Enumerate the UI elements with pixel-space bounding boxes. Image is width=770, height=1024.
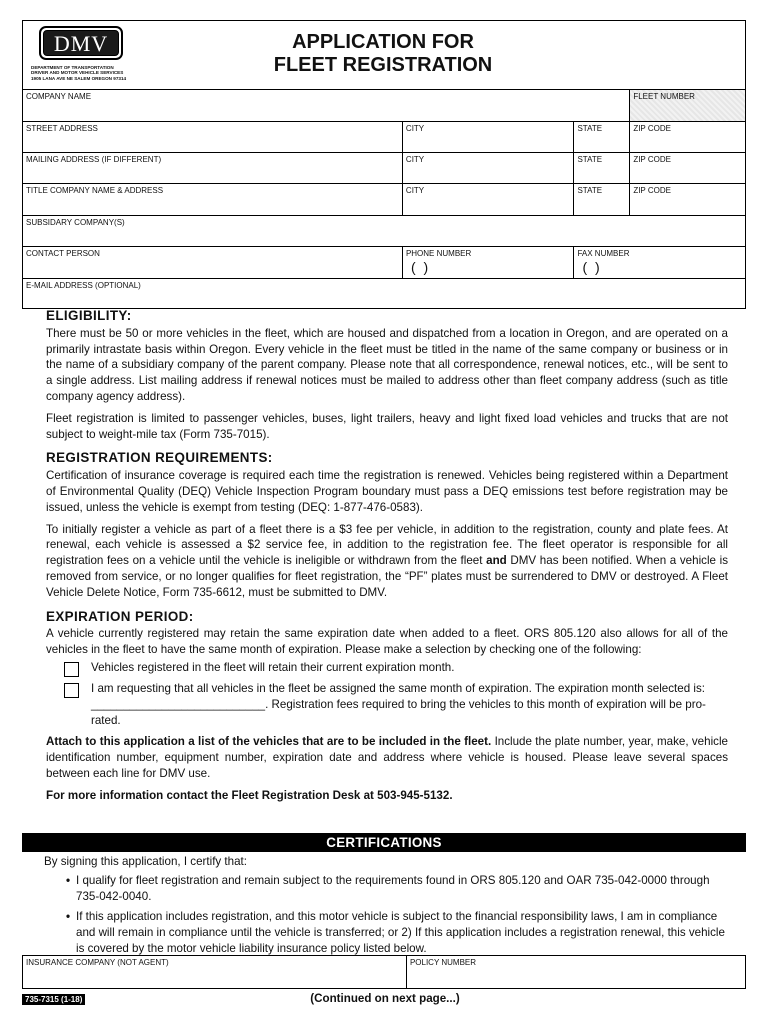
bullet-icon: • [65, 873, 71, 887]
form-header [22, 20, 746, 90]
phone-number-label: PHONE NUMBER [405, 249, 472, 258]
registration-and-emphasis: and [486, 554, 507, 568]
zip-code-label: ZIP CODE [633, 155, 671, 164]
title-company-field[interactable] [23, 184, 402, 215]
title-state-field[interactable] [573, 184, 629, 215]
fleet-number-field [629, 90, 745, 121]
contact-person-field[interactable] [23, 247, 402, 278]
dmv-logo [31, 26, 143, 86]
expiration-option-retain[interactable] [64, 660, 728, 677]
dmv-logo-badge [39, 26, 123, 60]
certification-item-1 [46, 873, 728, 905]
insurance-row [22, 955, 746, 989]
fax-number-field[interactable] [573, 247, 745, 278]
state-label: STATE [577, 186, 603, 195]
attach-list-bold: Attach to this application a list of the vehicles that are to be included in the fleet. [46, 735, 492, 749]
street-address-row [23, 121, 745, 152]
same-month-label: I am requesting that all vehicles in the fleet be assigned the same month of expiration. The expiration month selected is: ___________________________. Registration fees required to bring the vehicles to this month of expiration will be pro-rated. [91, 681, 706, 727]
subsidiary-field[interactable] [23, 216, 745, 246]
retain-expiration-checkbox[interactable] [64, 662, 79, 677]
form-instructions [46, 308, 728, 810]
continued-note: (Continued on next page...) [310, 992, 460, 1005]
company-name-row [23, 89, 745, 121]
zip-code-label: ZIP CODE [633, 124, 671, 133]
email-row [23, 278, 745, 308]
expiration-heading: EXPIRATION PERIOD: [46, 608, 194, 624]
certification-text-1: I qualify for fleet registration and remain subject to the requirements found in ORS 805.120 and OAR 735-042-0000 through 735-042-0040. [76, 873, 710, 903]
insurance-company-field[interactable] [23, 956, 406, 988]
street-city-field[interactable] [402, 122, 574, 152]
form-code: 735-7315 (1-18) [22, 994, 85, 1005]
city-label: CITY [405, 155, 425, 164]
contact-person-label: CONTACT PERSON [26, 249, 100, 258]
logo-line-3: 1905 LANA AVE NE SALEM OREGON 97314 [31, 75, 127, 81]
city-label: CITY [405, 124, 425, 133]
subsidiary-label: SUBSIDARY COMPANY(S) [26, 218, 125, 227]
city-label: CITY [405, 186, 425, 195]
registration-paragraph-2a: To initially register a vehicle as part of a fleet there is a $3 fee per vehicle, in addition to the registration, county and plate fees. At renewal, each vehicle is assessed a $2 service fee, in addition to the registration fee. The fleet operator is responsible for all registration fees on a vehicle until the vehicle is ineligible or withdrawn from the fleet [46, 522, 728, 568]
dmv-logo-text: DMV [43, 30, 119, 56]
registration-paragraph-2b: DMV has been notified. When a vehicle is removed from service, or no longer qualifies for fleet registration, the “PF” plates must be surrendered to DMV or destroyed. A Fleet Vehicle Delete Notice, Form 735-6612, must be submitted to DMV. [46, 554, 728, 599]
street-address-field[interactable] [23, 122, 402, 152]
registration-heading: REGISTRATION REQUIREMENTS: [46, 450, 273, 466]
phone-number-field[interactable] [402, 247, 574, 278]
attach-list-paragraph [46, 734, 728, 781]
eligibility-heading: ELIGIBILITY: [46, 308, 132, 323]
eligibility-paragraph-2: Fleet registration is limited to passenger vehicles, buses, light trailers, heavy and light fixed load vehicles and trucks that are not subject to weight-mile tax (Form 735-7015). [46, 411, 728, 441]
company-name-label: COMPANY NAME [26, 92, 92, 101]
eligibility-paragraph-1: There must be 50 or more vehicles in the fleet, which are housed and dispatched from a location in Oregon, and are operated on a primarily intrastate basis within Oregon. Every vehicle in the fleet must be titled in the name of the same company or business or in the name of a subsidiary company of the parent company. Please note that all correspondence, renewal notices, etc., will be sent to a single address. List mailing address if renewal notices must be mailed to address other than fleet company address (such as title company agency address). [46, 326, 728, 403]
bullet-icon: • [65, 910, 71, 924]
form-title-line-1: APPLICATION FOR [292, 31, 474, 53]
phone-area-code: ( ) [410, 259, 431, 275]
insurance-company-label: INSURANCE COMPANY (NOT AGENT) [26, 958, 169, 967]
title-city-field[interactable] [402, 184, 574, 215]
street-address-label: STREET ADDRESS [26, 124, 98, 133]
logo-line-2: DRIVER AND MOTOR VEHICLE SERVICES [31, 70, 124, 76]
certifications-section [46, 854, 728, 957]
mailing-city-field[interactable] [402, 153, 574, 183]
company-info-grid [22, 89, 746, 309]
mailing-address-field[interactable] [23, 153, 402, 183]
title-company-row [23, 183, 745, 215]
email-label: E-MAIL ADDRESS (OPTIONAL) [26, 281, 141, 290]
email-field[interactable] [23, 279, 745, 308]
logo-line-1: DEPARTMENT OF TRANSPORTATION [31, 65, 114, 70]
fax-area-code: ( ) [582, 259, 602, 275]
expiration-paragraph: A vehicle currently registered may retain the same expiration date when added to a fleet. ORS 805.120 also allows for all of the vehicles in the fleet to have the same month of expiration. Please make a selection by checking one of the following: [46, 627, 728, 657]
state-label: STATE [577, 155, 603, 164]
contact-row [23, 246, 745, 278]
state-label: STATE [577, 124, 603, 133]
street-state-field[interactable] [573, 122, 629, 152]
mailing-address-label: MAILING ADDRESS (IF DIFFERENT) [26, 155, 162, 164]
title-zip-field[interactable] [629, 184, 745, 215]
form-title [173, 31, 593, 77]
attach-list-rest: Include the plate number, year, make, vehicle identification number, equipment number, expiration date and address where vehicle is housed. Please leave several spaces between each line for DMV use. [46, 735, 728, 780]
fleet-number-label: FLEET NUMBER [633, 92, 695, 101]
certification-text-2: If this application includes registration, and this motor vehicle is subject to the financial responsibility laws, I am in compliance and will remain in compliance until the vehicle is transferred; or 2) If this application includes a registration renewal, this vehicle is covered by the motor vehicle liability insurance policy listed below. [76, 910, 725, 955]
form-title-line-2: FLEET REGISTRATION [273, 54, 493, 76]
street-zip-field[interactable] [629, 122, 745, 152]
expiration-option-same-month[interactable] [64, 681, 728, 728]
company-name-field[interactable] [23, 90, 629, 121]
retain-expiration-label: Vehicles registered in the fleet will retain their current expiration month. [91, 660, 455, 674]
title-company-label: TITLE COMPANY NAME & ADDRESS [26, 186, 164, 195]
same-month-checkbox[interactable] [64, 683, 79, 698]
mailing-zip-field[interactable] [629, 153, 745, 183]
registration-paragraph-2 [46, 522, 728, 601]
fax-number-label: FAX NUMBER [577, 249, 630, 258]
registration-paragraph-1: Certification of insurance coverage is required each time the registration is renewed. Vehicles being registered within a Department of Environmental Quality (DEQ) Vehicle Inspection Program boundary must pass a DEQ emissions test before registration may be issued, unless the vehicle is exempt from testing (DEQ: 1-877-476-0583). [46, 469, 728, 514]
subsidiary-row [23, 215, 745, 246]
policy-number-label: POLICY NUMBER [409, 958, 477, 967]
certifications-heading: CERTIFICATIONS [22, 833, 746, 852]
certifications-intro: By signing this application, I certify that: [44, 855, 247, 868]
zip-code-label: ZIP CODE [633, 186, 671, 195]
mailing-address-row [23, 152, 745, 183]
certification-item-2 [46, 909, 728, 956]
policy-number-field[interactable] [406, 956, 745, 988]
contact-info: For more information contact the Fleet Registration Desk at 503-945-5132. [46, 788, 453, 802]
mailing-state-field[interactable] [573, 153, 629, 183]
